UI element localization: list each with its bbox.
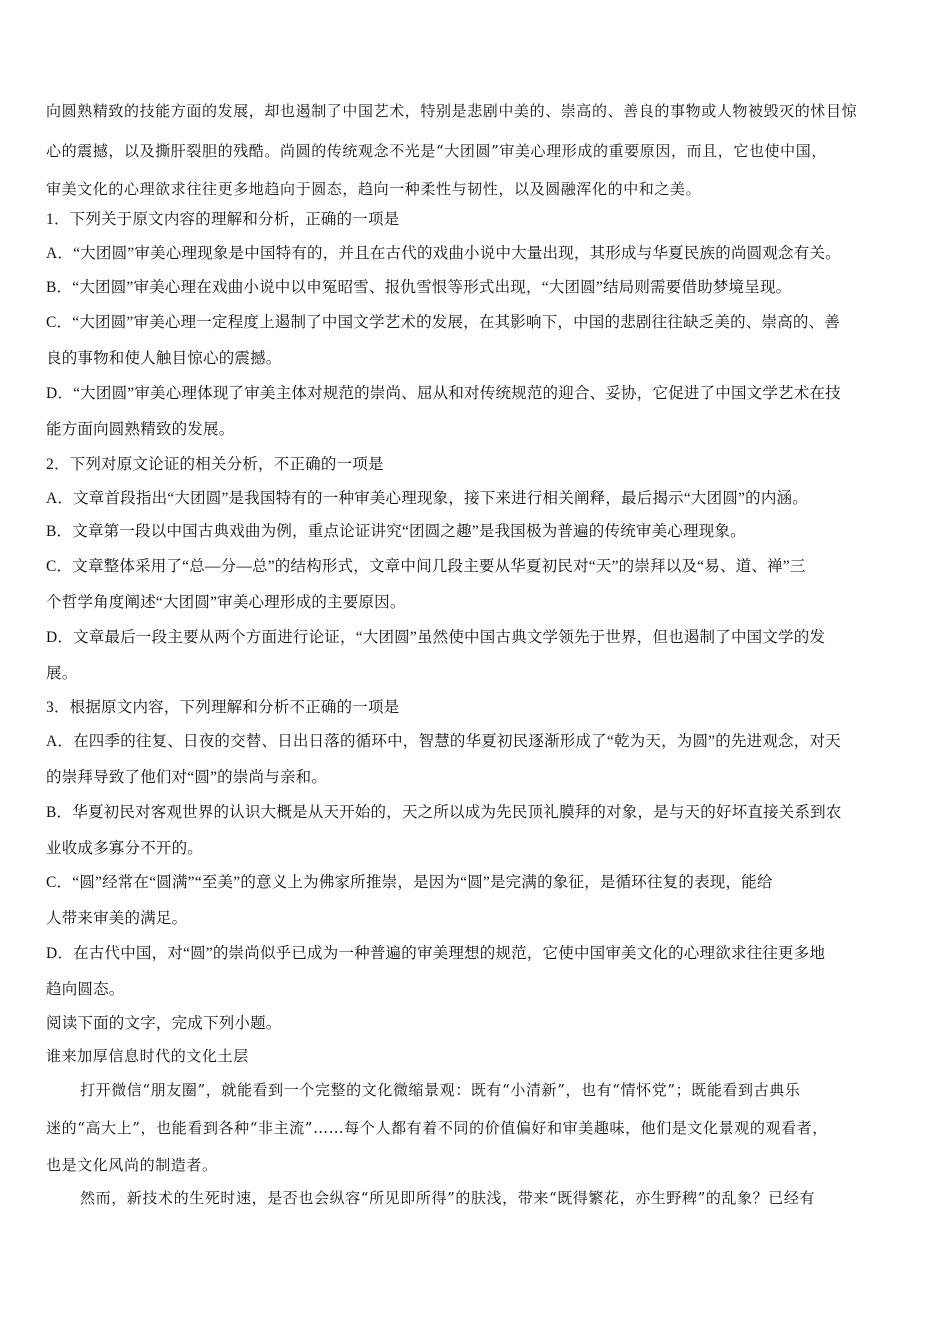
question-1-option-c-line-2: 良的事物和使人触目惊心的震撼。 [46, 350, 282, 367]
question-3-option-d-line-1: D．在古代中国，对“圆”的崇尚似乎已成为一种普遍的审美理想的规范，它使中国审美文化的心理欲求往往更多地 [46, 945, 826, 962]
passage-2-para-1-line-1: 打开微信“朋友圈”，就能看到一个完整的文化微缩景观：既有“小清新”，也有“情怀党”；既能看到古典乐 [80, 1081, 801, 1099]
question-1-option-a: A．“大团圆”审美心理现象是中国特有的，并且在古代的戏曲小说中大量出现，其形成与华夏民族的尚圆观念有关。 [46, 245, 841, 262]
passage1-line-1: 向圆熟精致的技能方面的发展，却也遏制了中国艺术，特别是悲剧中美的、崇高的、善良的事物或人物被毁灭的怵目惊 [46, 102, 858, 120]
passage-2-para-1-line-2: 迷的“高大上”，也能看到各种“非主流”……每个人都有着不同的价值偏好和审美趣味，他们是文化景观的观看者， [46, 1119, 828, 1137]
passage-2-para-2-line-1: 然而，新技术的生死时速，是否也会纵容“所见即所得”的肤浅，带来“既得繁花，亦生野稗”的乱象？已经有 [80, 1189, 816, 1207]
question-2-option-c-line-1: C．文章整体采用了“总—分—总”的结构形式，文章中间几段主要从华夏初民对“天”的崇拜以及“易、道、禅”三 [46, 558, 806, 575]
reading-instruction: 阅读下面的文字，完成下列小题。 [46, 1015, 282, 1032]
question-3-option-b-line-2: 业收成多寡分不开的。 [46, 840, 204, 857]
question-3-option-b-line-1: B．华夏初民对客观世界的认识大概是从天开始的，天之所以成为先民顶礼膜拜的对象，是与天的好坏直接关系到农 [46, 804, 842, 821]
question-3-stem: 3．根据原文内容，下列理解和分析不正确的一项是 [46, 699, 400, 716]
question-1-option-b: B．“大团圆”审美心理在戏曲小说中以申冤昭雪、报仇雪恨等形式出现，“大团圆”结局则需要借助梦境呈现。 [46, 279, 792, 296]
question-2-option-a: A．文章首段指出“大团圆”是我国特有的一种审美心理现象，接下来进行相关阐释，最后揭示“大团圆”的内涵。 [46, 490, 808, 507]
passage-2-para-1-line-3: 也是文化风尚的制造者。 [46, 1156, 218, 1174]
passage1-line-3: 审美文化的心理欲求往往更多地趋向于圆态，趋向一种柔性与韧性，以及圆融浑化的中和之美。 [46, 180, 702, 198]
question-2-option-b: B．文章第一段以中国古典戏曲为例，重点论证讲究“团圆之趣”是我国极为普遍的传统审美心理现象。 [46, 523, 746, 540]
question-1-option-d-line-1: D．“大团圆”审美心理体现了审美主体对规范的崇尚、屈从和对传统规范的迎合、妥协，它促进了中国文学艺术在技 [46, 385, 841, 402]
question-2-option-d-line-2: 展。 [46, 665, 78, 682]
question-3-option-c-line-1: C．“圆”经常在“圆满”“至美”的意义上为佛家所推崇，是因为“圆”是完满的象征，是循环往复的表现，能给 [46, 874, 773, 891]
passage1-line-2: 心的震撼，以及撕肝裂胆的残酷。尚圆的传统观念不光是“大团圆”审美心理形成的重要原因，而且，它也使中国， [46, 142, 827, 160]
question-1-option-d-line-2: 能方面向圆熟精致的发展。 [46, 421, 235, 438]
question-3-option-d-line-2: 趋向圆态。 [46, 981, 125, 998]
question-1-stem: 1．下列关于原文内容的理解和分析，正确的一项是 [46, 211, 400, 228]
question-1-option-c-line-1: C．“大团圆”审美心理一定程度上遏制了中国文学艺术的发展，在其影响下，中国的悲剧往往缺乏美的、崇高的、善 [46, 314, 841, 331]
question-3-option-a-line-1: A．在四季的往复、日夜的交替、日出日落的循环中，智慧的华夏初民逐渐形成了“乾为天，为圆”的先进观念，对天 [46, 733, 841, 750]
question-2-stem: 2．下列对原文论证的相关分析，不正确的一项是 [46, 456, 384, 473]
question-3-option-a-line-2: 的崇拜导致了他们对“圆”的崇尚与亲和。 [46, 769, 328, 786]
passage-2-title: 谁来加厚信息时代的文化土层 [46, 1047, 249, 1065]
question-3-option-c-line-2: 人带来审美的满足。 [46, 910, 188, 927]
question-2-option-d-line-1: D．文章最后一段主要从两个方面进行论证，“大团圆”虽然使中国古典文学领先于世界，但也遏制了中国文学的发 [46, 629, 826, 646]
question-2-option-c-line-2: 个哲学角度阐述“大团圆”审美心理形成的主要原因。 [46, 594, 406, 611]
